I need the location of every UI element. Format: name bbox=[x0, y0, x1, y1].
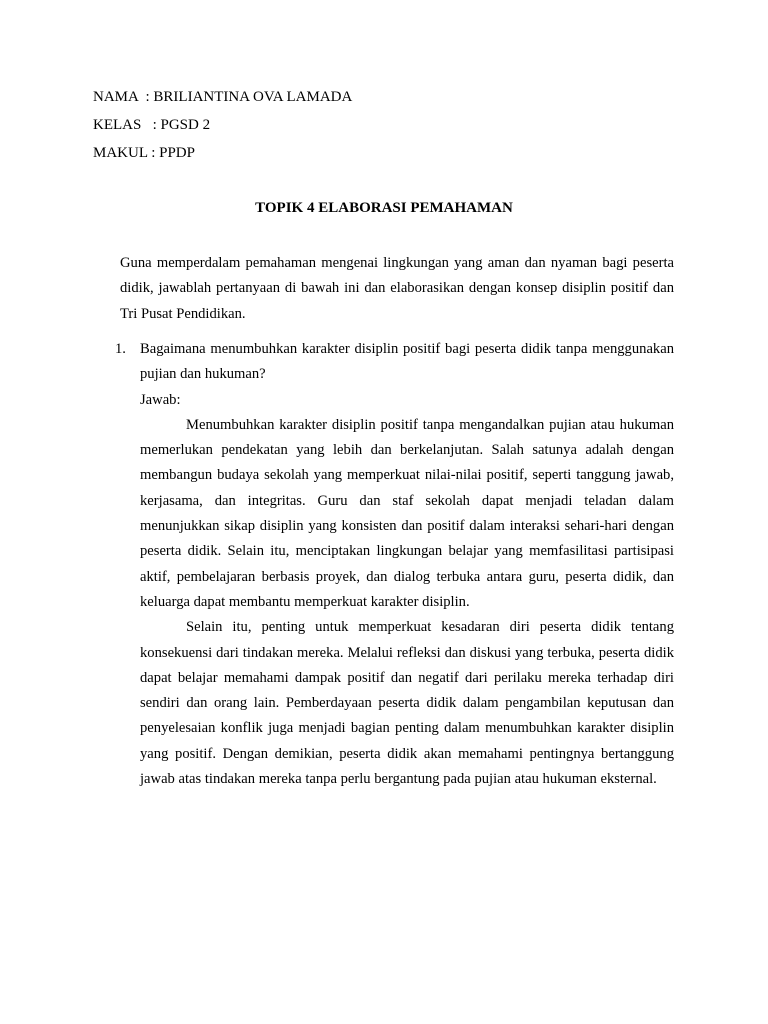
student-class: KELAS : PGSD 2 bbox=[93, 117, 211, 133]
intro-paragraph: Guna memperdalam pemahaman mengenai lingkungan yang aman dan nyaman bagi peserta didik, jawablah pertanyaan di bawah ini dan elaborasikan dengan konsep disiplin positif dan Tri Pusat Pendidikan. bbox=[120, 255, 674, 322]
document-title: TOPIK 4 ELABORASI PEMAHAMAN bbox=[255, 200, 513, 216]
student-name: NAMA : BRILIANTINA OVA LAMADA bbox=[93, 89, 353, 105]
question-block bbox=[140, 337, 674, 792]
answer-paragraph: Menumbuhkan karakter disiplin positif tanpa mengandalkan pujian atau hukuman memerlukan pendekatan yang lebih dan berkelanjutan. Salah satunya adalah dengan membangun budaya sekolah yang memperkuat nilai-nilai positif, seperti tanggung jawab, kerjasama, dan integritas. Guru dan staf sekolah dapat menjadi teladan dalam menunjukkan sikap disiplin yang konsisten dan positif dalam interaksi sehari-hari dengan peserta didik. Selain itu, menciptakan lingkungan belajar yang memfasilitasi partisipasi aktif, pembelajaran berbasis proyek, dan dialog terbuka antara guru, peserta didik, dan keluarga dapat membantu memperkuat karakter disiplin. bbox=[140, 416, 674, 610]
answer-label: Jawab: bbox=[140, 391, 181, 408]
question-number: 1. bbox=[115, 341, 126, 357]
answer-paragraph: Selain itu, penting untuk memperkuat kesadaran diri peserta didik tentang konsekuensi dari tindakan mereka. Melalui refleksi dan diskusi yang terbuka, peserta didik dapat belajar memahami dampak positif dan negatif dari perilaku mereka terhadap diri sendiri dan orang lain. Pemberdayaan peserta didik dalam pengambilan keputusan dan penyelesaian konflik juga menjadi bagian penting dalam menumbuhkan karakter disiplin yang positif. Dengan demikian, peserta didik akan memahami pentingnya bertanggung jawab atas tindakan mereka tanpa perlu bergantung pada pujian atau hukuman eksternal. bbox=[140, 619, 674, 788]
course-name: MAKUL : PPDP bbox=[93, 145, 195, 161]
question-text: Bagaimana menumbuhkan karakter disiplin positif bagi peserta didik tanpa menggunakan pujian dan hukuman? bbox=[140, 341, 674, 383]
